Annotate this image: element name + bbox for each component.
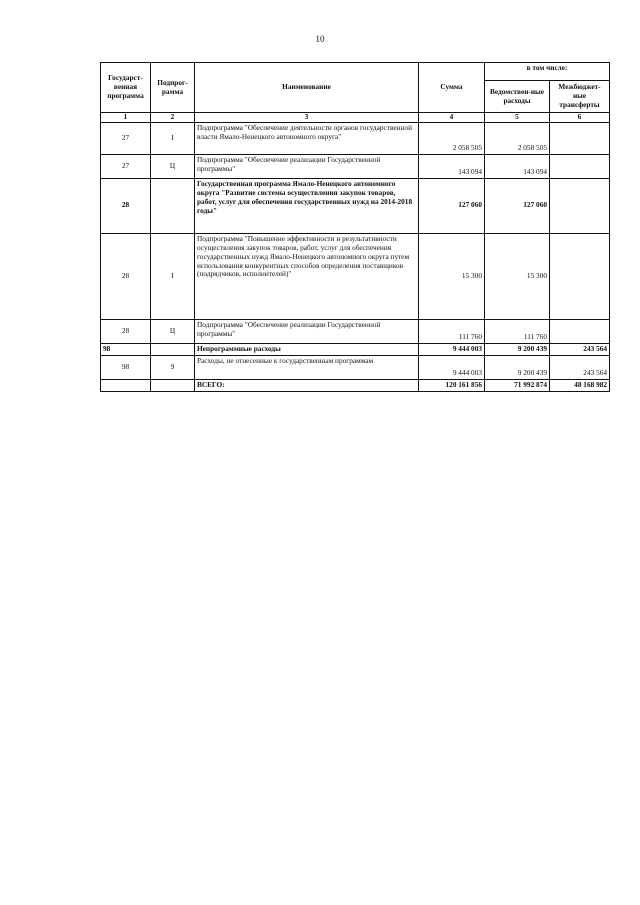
sum-cell: 9 444 003	[419, 343, 485, 355]
header-sum: Сумма	[419, 63, 485, 113]
transfers-cell	[550, 178, 610, 233]
header-departmental: Ведомствен-ные расходы	[485, 81, 550, 113]
sum-cell: 143 094	[419, 154, 485, 178]
column-index-row	[101, 113, 610, 123]
table-row	[101, 233, 610, 319]
total-departmental-cell: 71 992 874	[485, 379, 550, 391]
column-index: 6	[550, 113, 610, 123]
program-cell: 98	[101, 355, 151, 379]
header-including: в том числе:	[485, 63, 610, 81]
subprogram-cell: I	[151, 122, 195, 154]
column-index: 3	[195, 113, 419, 123]
transfers-cell: 243 564	[550, 343, 610, 355]
subprogram-cell	[151, 379, 195, 391]
budget-table	[100, 62, 610, 392]
program-cell: 28	[101, 319, 151, 343]
total-label: ВСЕГО:	[195, 379, 419, 391]
subprogram-cell: Ц	[151, 319, 195, 343]
sum-cell: 111 760	[419, 319, 485, 343]
departmental-cell: 15 300	[485, 233, 550, 319]
program-cell: 98	[101, 343, 151, 355]
departmental-cell: 127 060	[485, 178, 550, 233]
departmental-cell: 9 200 439	[485, 343, 550, 355]
column-index: 5	[485, 113, 550, 123]
name-cell: Непрограммные расходы	[195, 343, 419, 355]
table-row	[101, 355, 610, 379]
name-cell: Расходы, не отнесенные к государственным программам	[195, 355, 419, 379]
table-row	[101, 122, 610, 154]
program-cell: 28	[101, 233, 151, 319]
column-index: 4	[419, 113, 485, 123]
header-program: Государст-венная программа	[101, 63, 151, 113]
sum-cell: 9 444 003	[419, 355, 485, 379]
table-row	[101, 343, 610, 355]
subprogram-cell: I	[151, 233, 195, 319]
sum-cell: 15 300	[419, 233, 485, 319]
transfers-cell: 243 564	[550, 355, 610, 379]
program-cell: 27	[101, 154, 151, 178]
column-index: 1	[101, 113, 151, 123]
program-cell	[101, 379, 151, 391]
transfers-cell	[550, 154, 610, 178]
subprogram-cell: Ц	[151, 154, 195, 178]
header-subprogram: Подпрог-рамма	[151, 63, 195, 113]
name-cell: Подпрограмма "Обеспечение реализации Государственной программы"	[195, 319, 419, 343]
name-cell: Подпрограмма "Обеспечение деятельности органов государственной власти Ямало-Ненецкого автономного округа"	[195, 122, 419, 154]
table-row	[101, 178, 610, 233]
subprogram-cell	[151, 343, 195, 355]
name-cell: Подпрограмма "Повышение эффективности и результативности осуществления закупок товаров, работ, услуг для обеспечения государственных нужд Ямало-Ненецкого автономного округа путем использования конкурентных способов определения поставщиков (подрядчиков, исполнителей)"	[195, 233, 419, 319]
page-number: 10	[315, 34, 325, 44]
table-row-total	[101, 379, 610, 391]
header-transfers: Межбюджет-ные трансферты	[550, 81, 610, 113]
transfers-cell	[550, 233, 610, 319]
column-index: 2	[151, 113, 195, 123]
subprogram-cell: 9	[151, 355, 195, 379]
departmental-cell: 111 760	[485, 319, 550, 343]
name-cell: Подпрограмма "Обеспечение реализации Государственной программы"	[195, 154, 419, 178]
program-cell: 27	[101, 122, 151, 154]
departmental-cell: 9 200 439	[485, 355, 550, 379]
program-cell: 28	[101, 178, 151, 233]
departmental-cell: 143 094	[485, 154, 550, 178]
transfers-cell	[550, 319, 610, 343]
table-row	[101, 319, 610, 343]
total-transfers-cell: 48 168 982	[550, 379, 610, 391]
header-name: Наименование	[195, 63, 419, 113]
transfers-cell	[550, 122, 610, 154]
sum-cell: 2 058 505	[419, 122, 485, 154]
departmental-cell: 2 058 505	[485, 122, 550, 154]
total-sum-cell: 120 161 856	[419, 379, 485, 391]
name-cell: Государственная программа Ямало-Ненецкого автономного округа "Развитие системы осуществления закупок товаров, работ, услуг для обеспечения государственных нужд на 2014-2018 годы"	[195, 178, 419, 233]
table-row	[101, 154, 610, 178]
sum-cell: 127 060	[419, 178, 485, 233]
subprogram-cell	[151, 178, 195, 233]
